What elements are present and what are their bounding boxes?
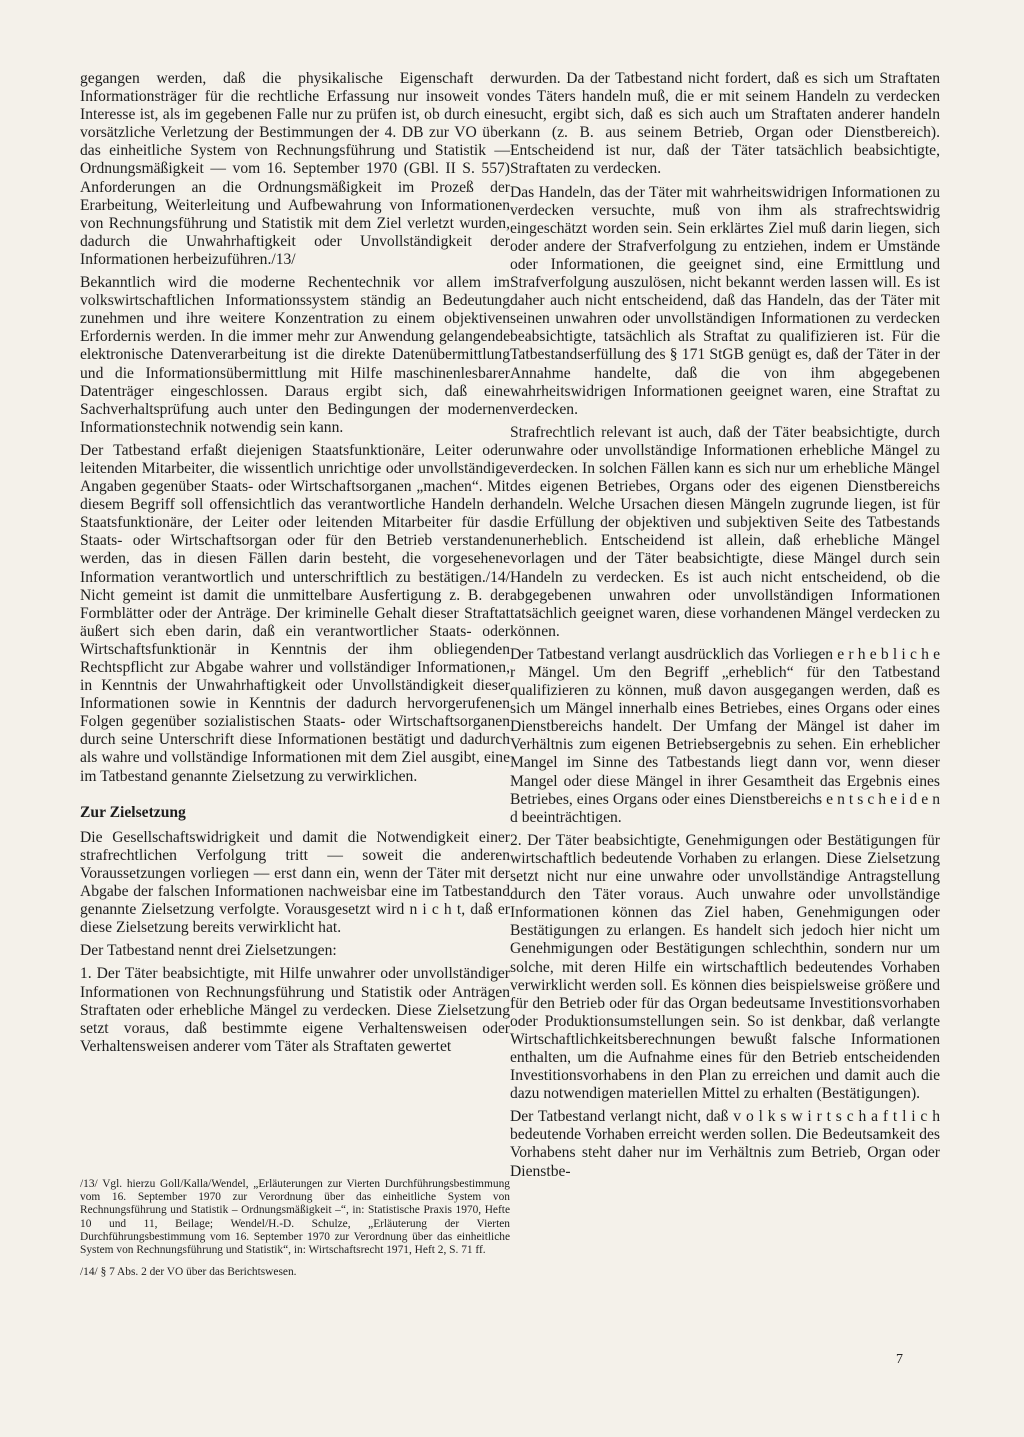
paragraph: Die Gesellschaftswidrigkeit und damit die Notwendigkeit einer strafrechtlichen Verfolgung tritt — soweit die anderen Voraussetzungen vorliegen — erst dann ein, wenn der Täter mit der Abgabe der falschen Informationen nachweisbar eine im Tatbestand genannte Zielsetzung verfolgte. Vorausgesetzt wird n i c h t, daß er diese Zielsetzung bereits verwirklicht hat. bbox=[80, 828, 510, 937]
paragraph: Strafrechtlich relevant ist auch, daß der Täter beabsichtigte, durch unwahre oder unvollständige Informationen erhebliche Mängel zu verdecken. In solchen Fällen kann es sich nur um erhebliche Mängel des eigenen Betriebes, Organs oder des eigenen Dienstbereichs handeln. Welche Ursachen diesen Mängeln zugrunde liegen, ist für die Erfüllung der objektiven und subjektiven Seite des Tatbestands unerheblich. Entscheidend ist allein, daß erhebliche Mängel vorlagen und der Täter beabsichtigte, diese Mängel durch sein Handeln zu verdecken. Es ist auch nicht entscheidend, ob die abgegebenen unwahren oder unvollständigen Informationen tatsächlich geeignet waren, diese vorhandenen Mängel verdecken zu können. bbox=[510, 423, 940, 640]
page-number: 7 bbox=[896, 1352, 903, 1367]
footnotes bbox=[80, 1178, 510, 1288]
paragraph: Bekanntlich wird die moderne Rechentechnik vor allem im volkswirtschaftlichen Informationssystem ständig an Bedeutung zunehmen und ihre weitere Konzentration zu einem objektiven Erfordernis werden. In die immer mehr zur Anwendung gelangende elektronische Datenverarbeitung ist die direkte Datenübermittlung und die Informationsübermittlung mit Hilfe maschinenlesbarer Datenträger eingeschlossen. Daraus ergibt sich, daß eine Sachverhaltsprüfung auch unter den Bedingungen der modernen Informationstechnik notwendig sein kann. bbox=[80, 274, 510, 436]
paragraph: gegangen werden, daß die physikalische Eigenschaft der Informationsträger für die rechtliche Erfassung nur insoweit von Interesse ist, als im gegebenen Falle nur zu prüfen ist, ob durch eine vorsätzliche Verletzung der Bestimmungen der 4. DB zur VO über das einheitliche System von Rechnungsführung und Statistik — Ordnungsmäßigkeit — vom 16. September 1970 (GBl. II S. 557) Anforderungen an die Ordnungsmäßigkeit im Prozeß der Erarbeitung, Weiterleitung und Aufbewahrung von Informationen von Rechnungsführung und Statistik mit dem Ziel verletzt wurden, dadurch die Unwahrhaftigkeit oder Unvollständigkeit der Informationen herbeizuführen./13/ bbox=[80, 70, 510, 268]
paragraph: Der Tatbestand verlangt nicht, daß v o l k s w i r t s c h a f t l i c h bedeutende Vorhaben erreicht werden sollen. Die Bedeutsamkeit des Vorhabens steht daher nur im Verhältnis zum Betrieb, Organ oder Dienstbe- bbox=[510, 1108, 940, 1180]
paragraph: Das Handeln, das der Täter mit wahrheitswidrigen Informationen zu verdecken versuchte, muß von ihm als strafrechtswidrig eingeschätzt worden sein. Sein erklärtes Ziel muß darin liegen, sich oder andere der Strafverfolgung zu entziehen, indem er Umstände oder Informationen, die geeignet sind, eine Ermittlung und Strafverfolgung auszulösen, nicht bekannt werden lassen will. Es ist daher auch nicht entscheidend, daß das Handeln, das der Täter mit seinen unwahren oder unvollständigen Informationen zu verdecken beabsichtigte, tatsächlich als Straftat zu qualifizieren ist. Für die Tatbestandserfüllung des § 171 StGB genügt es, daß der Täter in der Annahme handelte, daß die von ihm abgegebenen wahrheitswidrigen Informationen geeignet waren, eine Straftat zu verdecken. bbox=[510, 183, 940, 418]
paragraph: Der Tatbestand verlangt ausdrücklich das Vorliegen e r h e b l i c h e r Mängel. Um den Begriff „erheblich“ für den Tatbestand qualifizieren zu können, muß davon ausgegangen werden, daß es sich um Mängel innerhalb eines Betriebes, eines Organs oder eines Dienstbereichs handelt. Der Umfang der Mängel ist daher im Verhältnis zum eigenen Betriebsergebnis zu sehen. Ein erheblicher Mangel im Sinne des Tatbestands liegt dann vor, wenn dieser Mangel oder diese Mängel in ihrer Gesamtheit das Ergebnis eines Betriebes, eines Organs oder eines Dienstbereichs e n t s c h e i d e n d beeinträchtigen. bbox=[510, 645, 940, 826]
left-column bbox=[80, 70, 510, 1061]
footnote-13: /13/ Vgl. hierzu Goll/Kalla/Wendel, „Erläuterungen zur Vierten Durchführungsbestimmung vom 16. September 1970 zur Verordnung über das einheitliche System von Rechnungsführung und Statistik – Ordnungsmäßigkeit –“, in: Statistische Praxis 1970, Hefte 10 und 11, Beilage; Wendel/H.-D. Schulze, „Erläuterung der Vierten Durchführungsbestimmung vom 16. September 1970 zur Verordnung über das einheitliche System von Rechnungsführung und Statistik“, in: Wirtschaftsrecht 1971, Heft 2, S. 71 ff. bbox=[80, 1178, 510, 1257]
paragraph: wurden. Da der Tatbestand nicht fordert, daß es sich um Straftaten des Täters handeln muß, die er mit seinem Handeln zu verdecken sucht, ergibt sich, daß es sich auch um Straftaten anderer handeln kann (z. B. aus seinem Betrieb, Organ oder Dienstbereich). Entscheidend ist nur, daß der Täter tatsächlich beabsichtigte, Straftaten zu verdecken. bbox=[510, 70, 940, 178]
paragraph: 2. Der Täter beabsichtigte, Genehmigungen oder Bestätigungen für wirtschaftlich bedeutende Vorhaben zu erlangen. Diese Zielsetzung setzt nicht nur eine unwahre oder unvollständige Antragstellung durch den Täter voraus. Auch unwahre oder unvollständige Informationen können das Ziel haben, Genehmigungen oder Bestätigungen zu erlangen. Es handelt sich jedoch hier nicht um Genehmigungen oder Bestätigungen schlechthin, sondern nur um solche, mit deren Hilfe ein wirtschaftlich bedeutendes Vorhaben verwirklicht werden soll. Es können dies beispielsweise größere und für den Betrieb oder für das Organ bedeutsame Investitionsvorhaben oder Produktionsumstellungen sein. So ist denkbar, daß verlangte Wirtschaftlichkeitsberechnungen bewußt falsche Informationen enthalten, um die Aufnahme eines für den Betrieb entscheidenden Investitionsvorhabens in den Plan zu erreichen und damit auch die dazu notwendigen materiellen Mittel zu erhalten (Bestätigungen). bbox=[510, 831, 940, 1103]
section-heading: Zur Zielsetzung bbox=[80, 803, 186, 821]
paragraph: 1. Der Täter beabsichtigte, mit Hilfe unwahrer oder unvollständiger Informationen von Rechnungsführung und Statistik oder Anträgen Straftaten oder erhebliche Mängel zu verdecken. Diese Zielsetzung setzt voraus, daß bestimmte eigene Verhaltensweisen oder Verhaltensweisen anderer vom Täter als Straftaten gewertet bbox=[80, 965, 510, 1055]
footnote-14: /14/ § 7 Abs. 2 der VO über das Berichtswesen. bbox=[80, 1266, 297, 1279]
right-column bbox=[510, 70, 940, 1186]
paragraph: Der Tatbestand erfaßt diejenigen Staatsfunktionäre, Leiter oder leitenden Mitarbeiter, die wissentlich unrichtige oder unvollständige Angaben gegenüber Staats- oder Wirtschaftsorganen „machen“. Mit diesem Begriff soll offensichtlich das verantwortliche Handeln der Staatsfunktionäre, der Leiter oder leitenden Mitarbeiter für das Staats- oder Wirtschaftsorgan oder für den Betrieb verstanden werden, das in diesen Fällen darin besteht, die vorgesehene Information verantwortlich und unterschriftlich zu bestätigen./14/ Nicht gemeint ist damit die unmittelbare Ausfertigung z. B. der Formblätter oder der Anträge. Der kriminelle Gehalt dieser Straftat äußert sich eben darin, daß ein verantwortlicher Staats- oder Wirtschaftsfunktionär in Kenntnis der ihm obliegenden Rechtspflicht zur Abgabe wahrer und vollständiger Informationen, in Kenntnis der Unwahrhaftigkeit oder Unvollständigkeit dieser Informationen sowie in Kenntnis der dadurch hervorgerufenen Folgen gegenüber sozialistischen Staats- oder Wirtschaftsorganen durch seine Unterschrift diese Informationen bestätigt und dadurch als wahre und vollständige Informationen mit dem Ziel ausgibt, eine im Tatbestand genannte Zielsetzung zu verwirklichen. bbox=[80, 441, 510, 785]
paragraph: Der Tatbestand nennt drei Zielsetzungen: bbox=[80, 942, 337, 960]
